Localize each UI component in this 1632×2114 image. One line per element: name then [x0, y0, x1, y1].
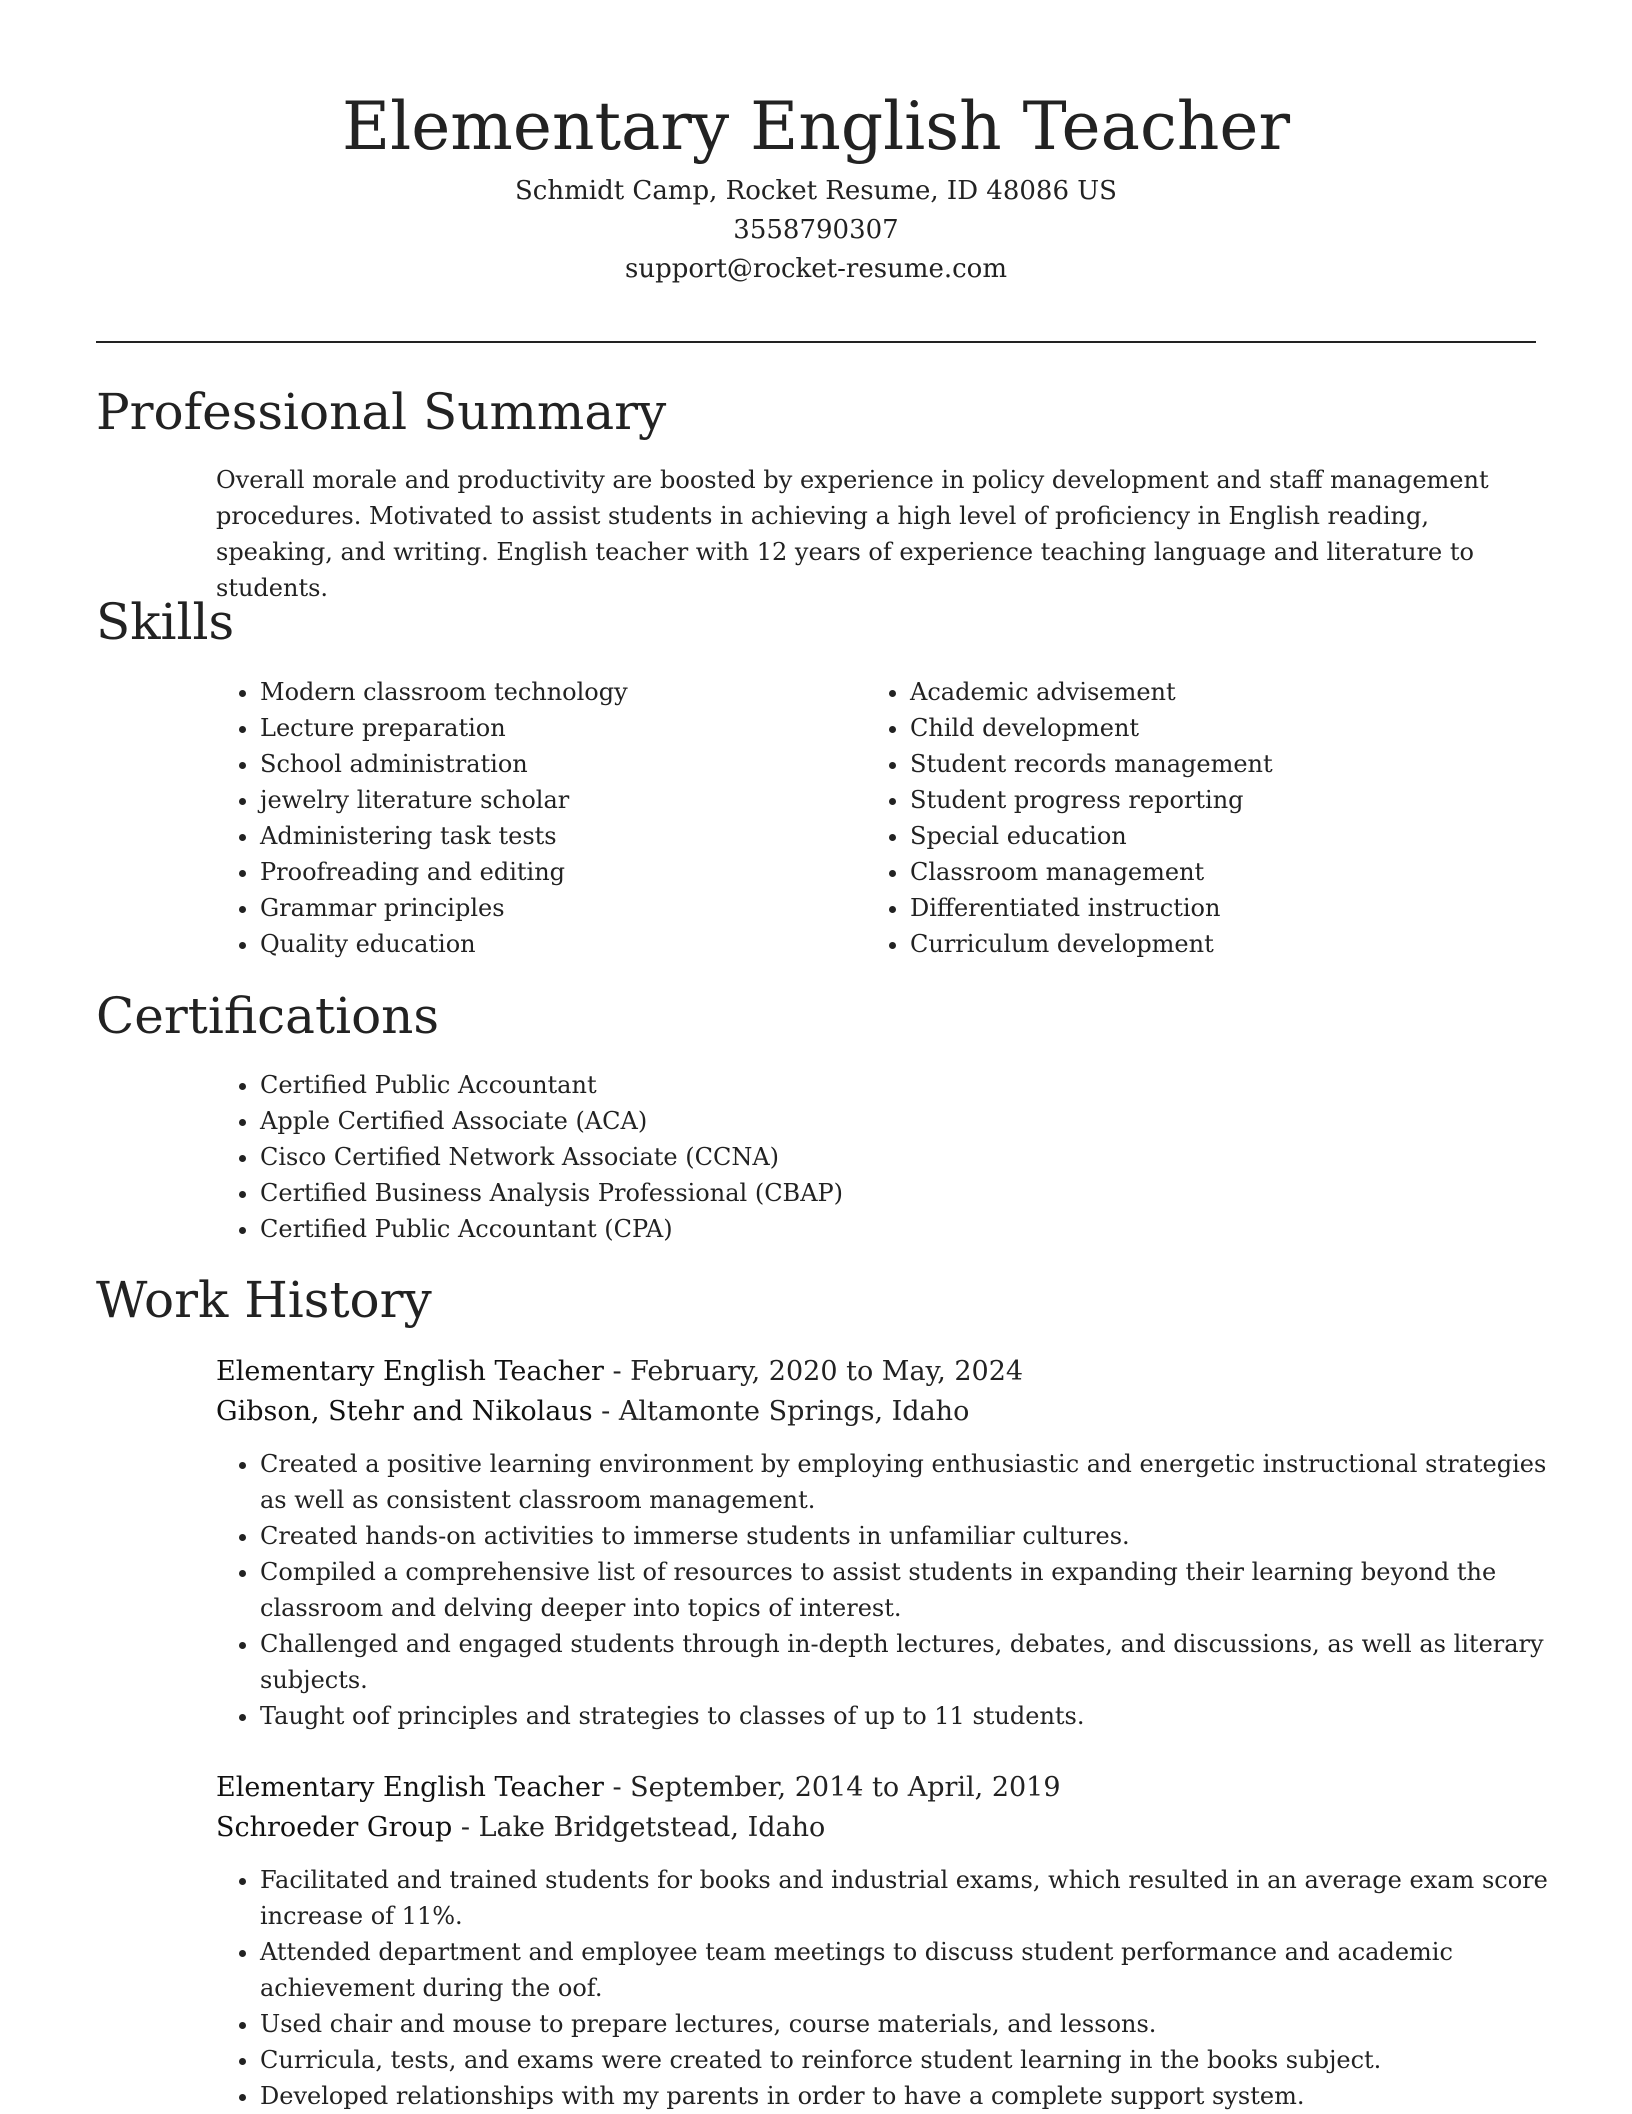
job-title-line: Elementary English Teacher - February, 2020 to May, 2024: [216, 1356, 1024, 1387]
certification-item: • Certified Public Accountant (CPA): [260, 1211, 1460, 1247]
certification-item: • Apple Certified Associate (ACA): [260, 1103, 1460, 1139]
resume-name: Elementary English Teacher: [341, 88, 1291, 165]
job-bullet: • Created a positive learning environment by employing enthusiastic and energetic instructional strategies as well as consistent classroom management.: [260, 1446, 1570, 1518]
contact-address: Schmidt Camp, Rocket Resume, ID 48086 US: [514, 176, 1117, 206]
skill-item: • Student records management: [910, 746, 1510, 782]
skill-item: • Lecture preparation: [260, 710, 860, 746]
job-bullet: • Created hands-on activities to immerse students in unfamiliar cultures.: [260, 1518, 1570, 1554]
certifications-list: [216, 1067, 1460, 1247]
skill-item: • Proofreading and editing: [260, 854, 860, 890]
job-bullet: • Developed relationships with my parents in order to have a complete support system.: [260, 2078, 1570, 2114]
job-title-line: Elementary English Teacher - September, 2014 to April, 2019: [216, 1772, 1061, 1803]
job-bullet: • Challenged and engaged students through in-depth lectures, debates, and discussions, as well as literary subjects.: [260, 1626, 1570, 1698]
skill-item: • Child development: [910, 710, 1510, 746]
contact-phone: 3558790307: [733, 215, 899, 245]
job-company: Gibson, Stehr and Nikolaus: [216, 1396, 593, 1427]
summary-text: Overall morale and productivity are boosted by experience in policy development and staff management procedures. Motivated to assist students in achieving a high level of proficiency in English reading, speaking, and writing. English teacher with 12 years of experience teaching language and literature to students.: [216, 466, 1489, 602]
skill-item: • Differentiated instruction: [910, 890, 1510, 926]
skill-item: • Student progress reporting: [910, 782, 1510, 818]
skill-item: • Special education: [910, 818, 1510, 854]
header-divider: [96, 341, 1536, 343]
contact-email: support@rocket-resume.com: [624, 254, 1007, 284]
certifications-heading: Certifications: [96, 987, 440, 1045]
job-location: Altamonte Springs, Idaho: [618, 1396, 970, 1427]
certification-item: • Cisco Certified Network Associate (CCNA): [260, 1139, 1460, 1175]
job-title: Elementary English Teacher: [216, 1356, 604, 1387]
job-dates: February, 2020 to May, 2024: [630, 1356, 1024, 1387]
skill-item: • School administration: [260, 746, 860, 782]
skills-heading: Skills: [96, 593, 235, 651]
job-company: Schroeder Group: [216, 1812, 453, 1843]
skill-item: • Academic advisement: [910, 674, 1510, 710]
certification-item: • Certified Public Accountant: [260, 1067, 1460, 1103]
job-bullet-list: [216, 1862, 1570, 2114]
job-bullet: • Attended department and employee team meetings to discuss student performance and academic achievement during the oof.: [260, 1934, 1570, 2006]
job-bullet: • Taught oof principles and strategies to classes of up to 11 students.: [260, 1698, 1570, 1734]
job-bullet: • Curricula, tests, and exams were created to reinforce student learning in the books subject.: [260, 2042, 1570, 2078]
skills-list-right: [866, 674, 1510, 962]
job-title: Elementary English Teacher: [216, 1772, 604, 1803]
skill-item: • Administering task tests: [260, 818, 860, 854]
job-bullet: • Compiled a comprehensive list of resources to assist students in expanding their learning beyond the classroom and delving deeper into topics of interest.: [260, 1554, 1570, 1626]
job-dates: September, 2014 to April, 2019: [630, 1772, 1061, 1803]
resume-header: [0, 82, 1632, 289]
job-company-line: Gibson, Stehr and Nikolaus - Altamonte Springs, Idaho: [216, 1396, 970, 1427]
job-bullet-list: [216, 1446, 1570, 1734]
skill-item: • Curriculum development: [910, 926, 1510, 962]
skills-list-left: [216, 674, 860, 962]
job-bullet: • Facilitated and trained students for books and industrial exams, which resulted in an average exam score increase of 11%.: [260, 1862, 1570, 1934]
job-company-line: Schroeder Group - Lake Bridgetstead, Idaho: [216, 1812, 826, 1843]
job-bullet: • Used chair and mouse to prepare lectures, course materials, and lessons.: [260, 2006, 1570, 2042]
certification-item: • Certified Business Analysis Professional (CBAP): [260, 1175, 1460, 1211]
summary-heading: Professional Summary: [96, 383, 667, 441]
job-location: Lake Bridgetstead, Idaho: [478, 1812, 826, 1843]
skill-item: • Grammar principles: [260, 890, 860, 926]
skill-item: • jewelry literature scholar: [260, 782, 860, 818]
work-history-heading: Work History: [96, 1271, 432, 1329]
skill-item: • Modern classroom technology: [260, 674, 860, 710]
skill-item: • Quality education: [260, 926, 860, 962]
skill-item: • Classroom management: [910, 854, 1510, 890]
